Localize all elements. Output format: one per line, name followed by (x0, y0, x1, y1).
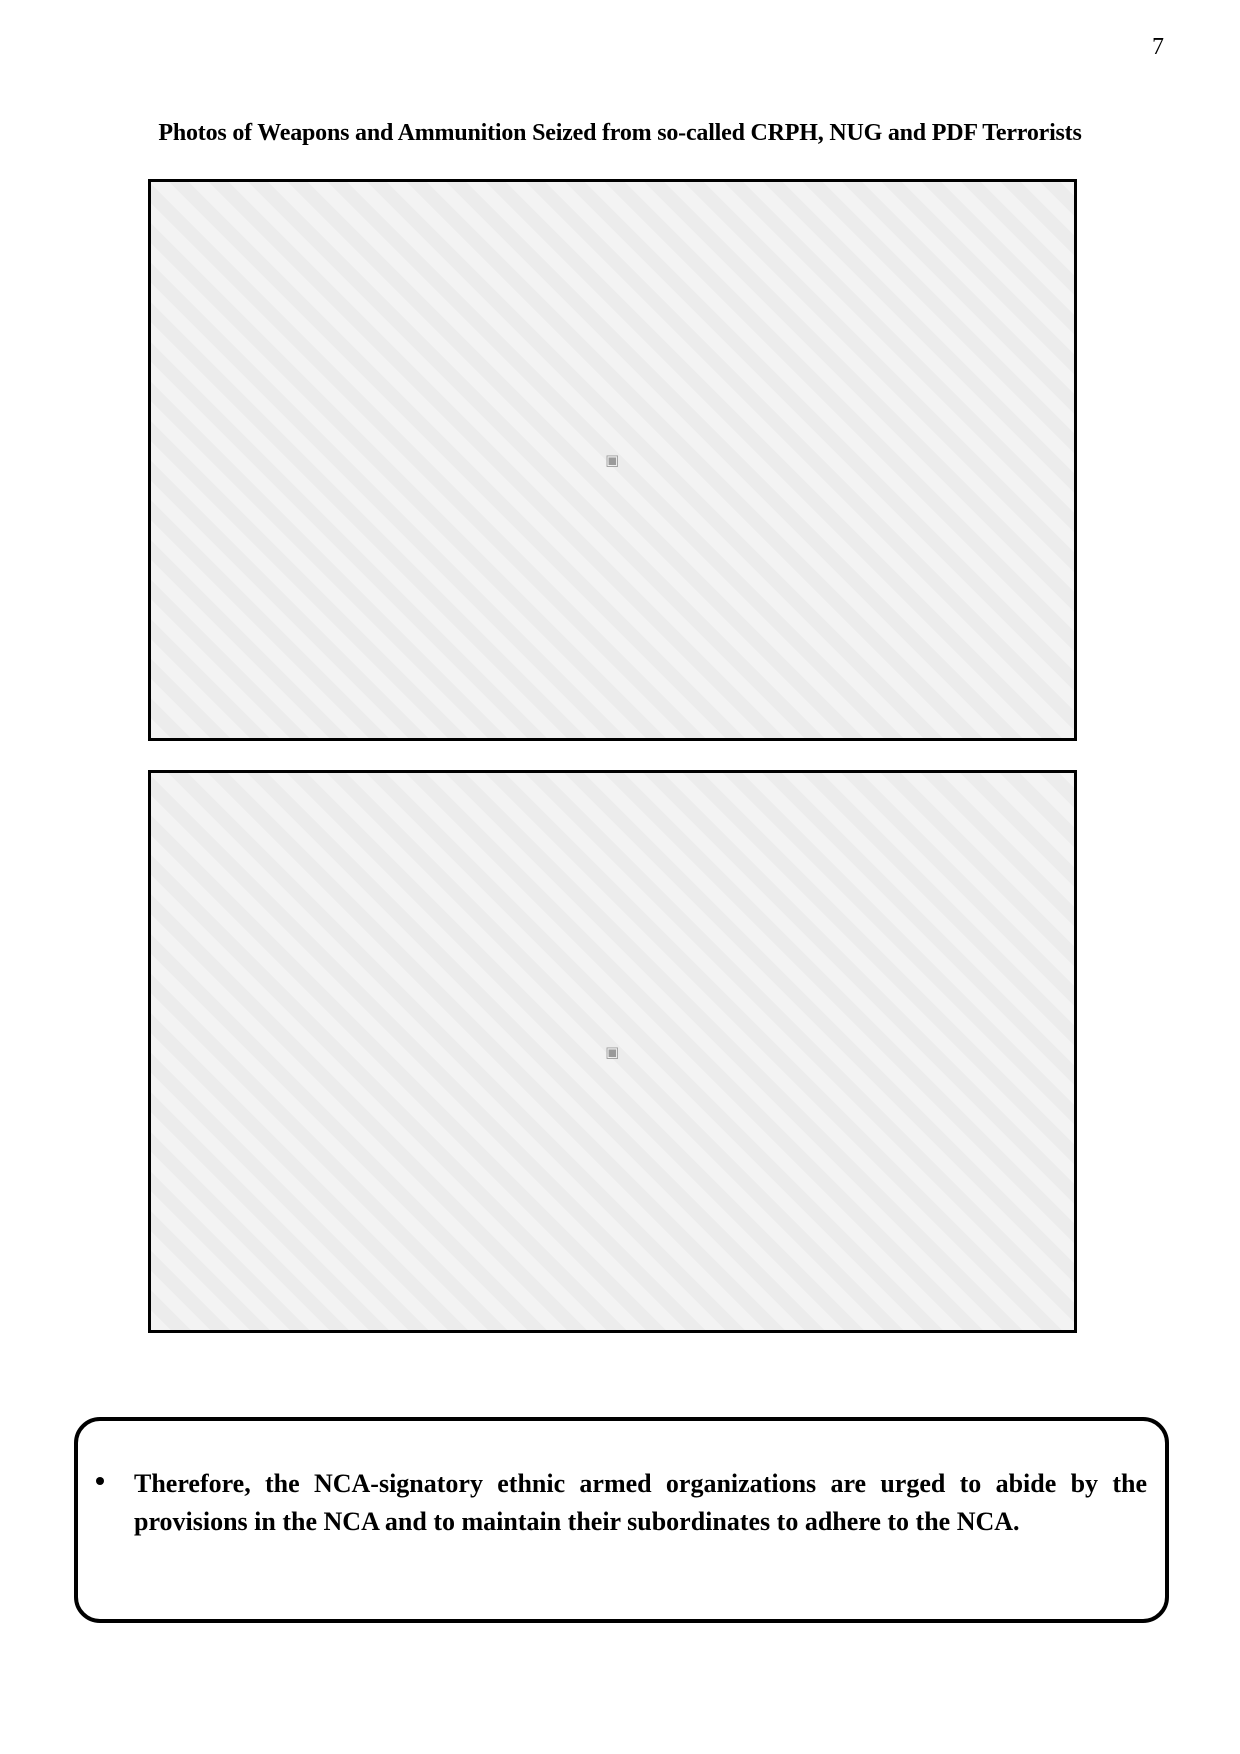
photo-placeholder-icon: ▣ (605, 1043, 620, 1061)
photo-placeholder-icon: ▣ (605, 452, 620, 469)
list-item (134, 1465, 1147, 1541)
weapons-photo-sniper-rifles (148, 770, 1077, 1333)
bullet-icon (96, 1477, 104, 1485)
page-number: 7 (1152, 34, 1164, 60)
page-title: Photos of Weapons and Ammunition Seized from so-called CRPH, NUG and PDF Terrorists (158, 120, 1082, 146)
statement-bullet-list (134, 1465, 1147, 1541)
weapons-photo-rifles-rack (148, 179, 1077, 741)
statement-box (74, 1417, 1169, 1623)
statement-text: Therefore, the NCA-signatory ethnic armed organizations are urged to abide by the provisions in the NCA and to maintain their subordinates to adhere to the NCA. (134, 1469, 1147, 1536)
